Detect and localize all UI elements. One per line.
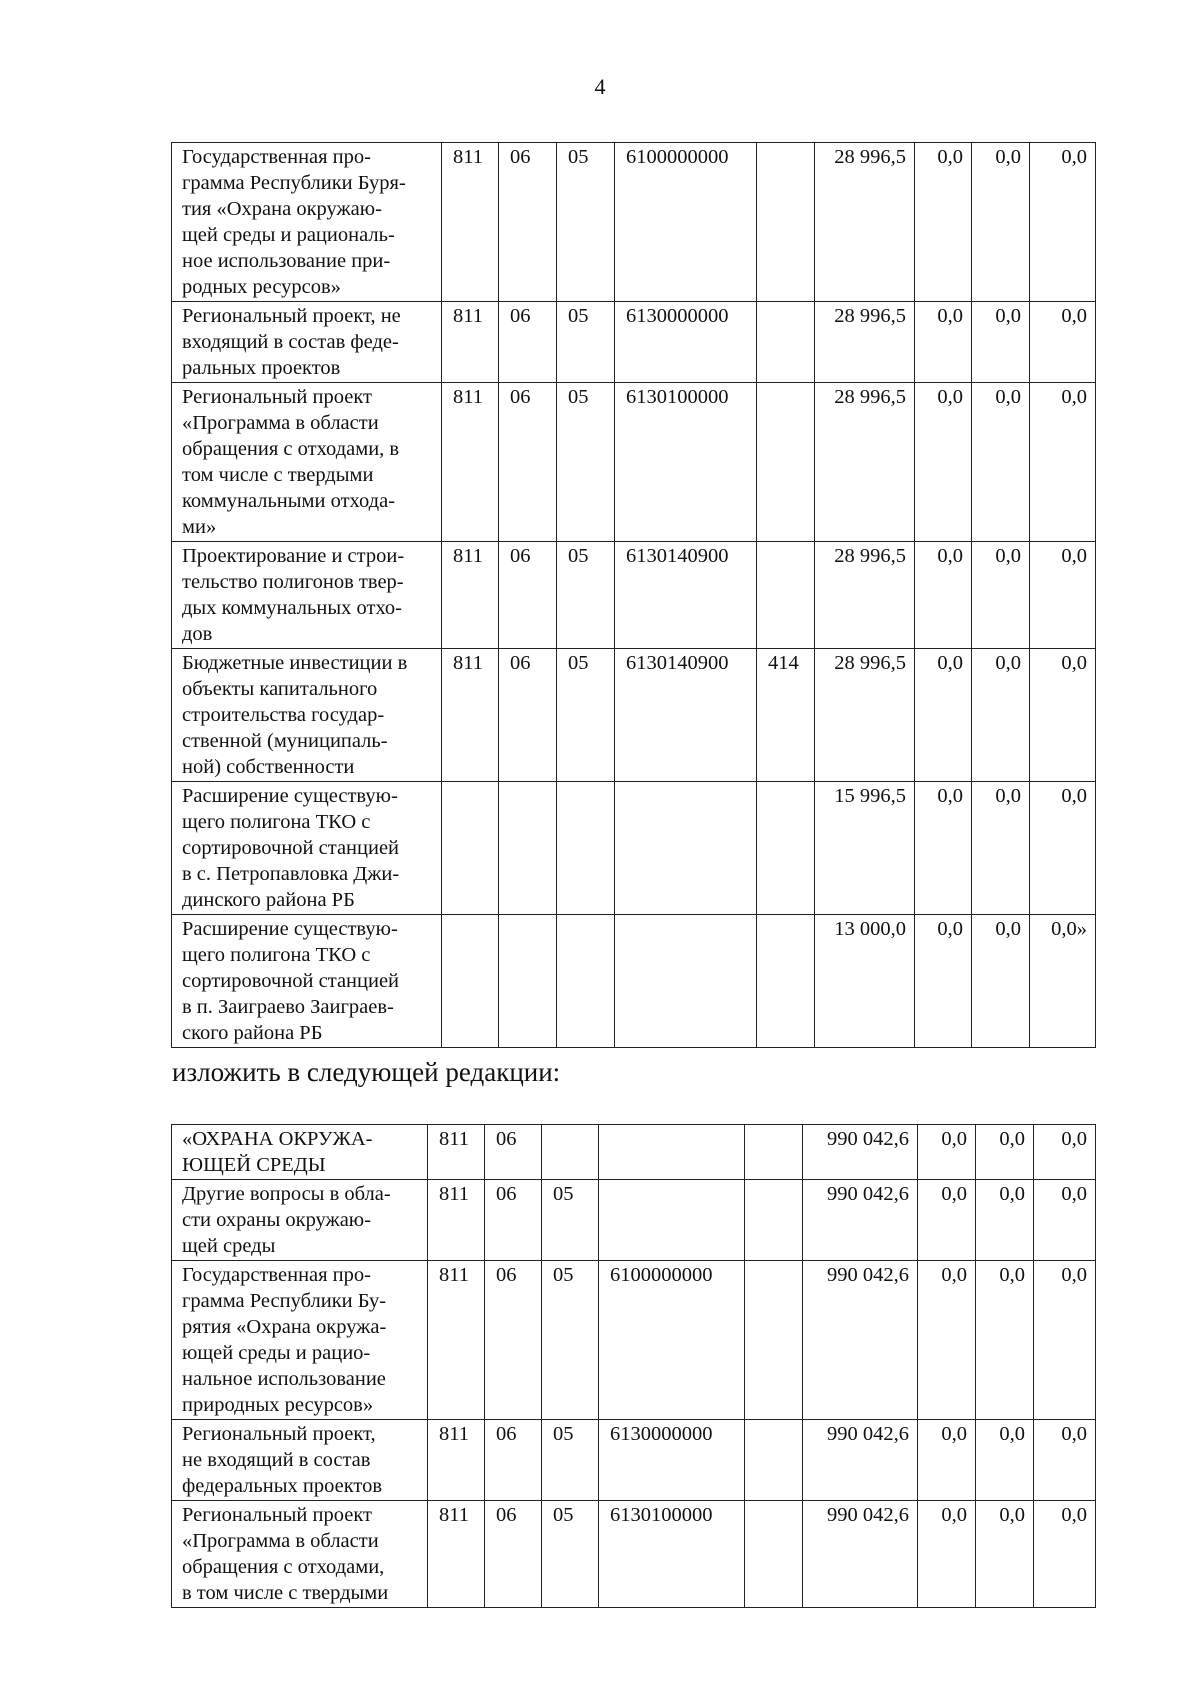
amount-year2-cell: 0,0 <box>915 143 972 302</box>
amount-year3-cell: 0,0 <box>976 1125 1034 1180</box>
table-row <box>172 143 1096 302</box>
section-cell: 06 <box>485 1261 542 1420</box>
row-name-cell: Региональный проект, не входящий в состав феде- ральных проектов <box>172 302 442 383</box>
amount-cell: 28 996,5 <box>815 302 915 383</box>
subsection-cell: 05 <box>557 302 615 383</box>
amount-year4-cell: 0,0 <box>1034 1420 1096 1501</box>
subsection-cell: 05 <box>557 383 615 542</box>
expense-type-cell <box>745 1180 803 1261</box>
amount-year4-cell: 0,0 <box>1030 143 1096 302</box>
admin-code-cell: 811 <box>428 1501 485 1608</box>
expense-type-cell <box>745 1261 803 1420</box>
target-article-cell: 6100000000 <box>615 143 757 302</box>
amount-year3-cell: 0,0 <box>972 782 1030 915</box>
section-cell: 06 <box>485 1125 542 1180</box>
amount-year3-cell: 0,0 <box>972 649 1030 782</box>
target-article-cell: 6130100000 <box>615 383 757 542</box>
row-name-cell: Государственная про- грамма Республики Бу- рятия «Охрана окружа- ющей среды и рацио- нальное использование природных ресурсов» <box>172 1261 428 1420</box>
expense-type-cell <box>745 1501 803 1608</box>
section-cell: 06 <box>499 542 557 649</box>
amount-cell: 28 996,5 <box>815 143 915 302</box>
amount-year3-cell: 0,0 <box>976 1261 1034 1420</box>
admin-code-cell: 811 <box>428 1420 485 1501</box>
subsection-cell: 05 <box>557 649 615 782</box>
target-article-cell: 6130000000 <box>599 1420 745 1501</box>
row-name-cell: Расширение существую- щего полигона ТКО с сортировочной станцией в с. Петропавловка Джи- динского района РБ <box>172 782 442 915</box>
admin-code-cell: 811 <box>428 1125 485 1180</box>
amount-year4-cell: 0,0 <box>1034 1261 1096 1420</box>
table-row <box>172 782 1096 915</box>
target-article-cell <box>599 1125 745 1180</box>
expense-type-cell <box>745 1125 803 1180</box>
row-name-cell: «ОХРАНА ОКРУЖА- ЮЩЕЙ СРЕДЫ <box>172 1125 428 1180</box>
expense-type-cell <box>757 302 815 383</box>
amount-cell: 990 042,6 <box>803 1180 918 1261</box>
expense-type-cell: 414 <box>757 649 815 782</box>
section-cell: 06 <box>499 302 557 383</box>
subsection-cell <box>542 1125 599 1180</box>
amount-cell: 990 042,6 <box>803 1420 918 1501</box>
row-name-cell: Региональный проект «Программа в области обращения с отходами, в том числе с твердыми <box>172 1501 428 1608</box>
section-cell: 06 <box>499 383 557 542</box>
section-cell: 06 <box>499 143 557 302</box>
row-name-cell: Проектирование и строи- тельство полигонов твер- дых коммунальных отхо- дов <box>172 542 442 649</box>
table-row <box>172 1180 1096 1261</box>
amount-year2-cell: 0,0 <box>915 542 972 649</box>
amount-cell: 990 042,6 <box>803 1261 918 1420</box>
admin-code-cell: 811 <box>442 302 499 383</box>
target-article-cell <box>615 782 757 915</box>
amount-year4-cell: 0,0 <box>1030 542 1096 649</box>
subsection-cell <box>557 782 615 915</box>
expense-type-cell <box>757 915 815 1048</box>
admin-code-cell: 811 <box>428 1261 485 1420</box>
amount-year2-cell: 0,0 <box>918 1180 976 1261</box>
table-row <box>172 915 1096 1048</box>
subsection-cell: 05 <box>542 1420 599 1501</box>
amount-cell: 13 000,0 <box>815 915 915 1048</box>
admin-code-cell: 811 <box>442 649 499 782</box>
amount-year4-cell: 0,0» <box>1030 915 1096 1048</box>
budget-table-before <box>171 142 1096 1048</box>
expense-type-cell <box>745 1420 803 1501</box>
page-number: 4 <box>594 74 606 99</box>
section-cell: 06 <box>499 649 557 782</box>
amount-year3-cell: 0,0 <box>972 915 1030 1048</box>
table-row <box>172 1420 1096 1501</box>
table-row <box>172 1261 1096 1420</box>
section-cell: 06 <box>485 1501 542 1608</box>
amount-year3-cell: 0,0 <box>976 1180 1034 1261</box>
subsection-cell <box>557 915 615 1048</box>
budget-table-after-body <box>172 1125 1096 1608</box>
amount-cell: 28 996,5 <box>815 649 915 782</box>
table-row <box>172 649 1096 782</box>
section-cell: 06 <box>485 1420 542 1501</box>
amount-year4-cell: 0,0 <box>1030 782 1096 915</box>
amount-year3-cell: 0,0 <box>972 383 1030 542</box>
budget-table-before-body <box>172 143 1096 1048</box>
target-article-cell: 6100000000 <box>599 1261 745 1420</box>
target-article-cell <box>615 915 757 1048</box>
expense-type-cell <box>757 143 815 302</box>
amount-year3-cell: 0,0 <box>972 143 1030 302</box>
amount-year2-cell: 0,0 <box>915 915 972 1048</box>
row-name-cell: Расширение существую- щего полигона ТКО с сортировочной станцией в п. Заиграево Заиграев- ского района РБ <box>172 915 442 1048</box>
amount-year4-cell: 0,0 <box>1034 1125 1096 1180</box>
expense-type-cell <box>757 383 815 542</box>
amount-year2-cell: 0,0 <box>915 782 972 915</box>
amount-cell: 15 996,5 <box>815 782 915 915</box>
expense-type-cell <box>757 782 815 915</box>
amount-year2-cell: 0,0 <box>918 1501 976 1608</box>
amount-year4-cell: 0,0 <box>1030 649 1096 782</box>
subsection-cell: 05 <box>557 542 615 649</box>
edit-instruction: изложить в следующей редакции: <box>172 1057 561 1087</box>
amount-year4-cell: 0,0 <box>1034 1180 1096 1261</box>
section-cell <box>499 915 557 1048</box>
amount-year3-cell: 0,0 <box>972 302 1030 383</box>
table-row <box>172 542 1096 649</box>
amount-year2-cell: 0,0 <box>918 1125 976 1180</box>
amount-year4-cell: 0,0 <box>1034 1501 1096 1608</box>
row-name-cell: Бюджетные инвестиции в объекты капитального строительства государ- ственной (муниципаль- ной) собственности <box>172 649 442 782</box>
table-row <box>172 302 1096 383</box>
amount-year2-cell: 0,0 <box>915 383 972 542</box>
table-row <box>172 1501 1096 1608</box>
amount-year2-cell: 0,0 <box>915 649 972 782</box>
amount-cell: 990 042,6 <box>803 1501 918 1608</box>
section-cell: 06 <box>485 1180 542 1261</box>
amount-year3-cell: 0,0 <box>972 542 1030 649</box>
amount-year2-cell: 0,0 <box>918 1420 976 1501</box>
amount-year4-cell: 0,0 <box>1030 383 1096 542</box>
amount-cell: 28 996,5 <box>815 383 915 542</box>
amount-year3-cell: 0,0 <box>976 1501 1034 1608</box>
subsection-cell: 05 <box>557 143 615 302</box>
amount-year2-cell: 0,0 <box>915 302 972 383</box>
row-name-cell: Государственная про- грамма Республики Буря- тия «Охрана окружаю- щей среды и рациональ- ное использование при- родных ресурсов» <box>172 143 442 302</box>
target-article-cell: 6130100000 <box>599 1501 745 1608</box>
admin-code-cell <box>442 782 499 915</box>
target-article-cell: 6130140900 <box>615 542 757 649</box>
target-article-cell <box>599 1180 745 1261</box>
table-row <box>172 383 1096 542</box>
amount-cell: 28 996,5 <box>815 542 915 649</box>
row-name-cell: Региональный проект «Программа в области обращения с отходами, в том числе с твердыми коммунальными отхода- ми» <box>172 383 442 542</box>
admin-code-cell <box>442 915 499 1048</box>
budget-table-after <box>171 1124 1096 1608</box>
section-cell <box>499 782 557 915</box>
expense-type-cell <box>757 542 815 649</box>
amount-cell: 990 042,6 <box>803 1125 918 1180</box>
admin-code-cell: 811 <box>428 1180 485 1261</box>
admin-code-cell: 811 <box>442 383 499 542</box>
subsection-cell: 05 <box>542 1261 599 1420</box>
amount-year2-cell: 0,0 <box>918 1261 976 1420</box>
amount-year4-cell: 0,0 <box>1030 302 1096 383</box>
amount-year3-cell: 0,0 <box>976 1420 1034 1501</box>
subsection-cell: 05 <box>542 1180 599 1261</box>
target-article-cell: 6130140900 <box>615 649 757 782</box>
admin-code-cell: 811 <box>442 542 499 649</box>
admin-code-cell: 811 <box>442 143 499 302</box>
row-name-cell: Региональный проект, не входящий в состав федеральных проектов <box>172 1420 428 1501</box>
subsection-cell: 05 <box>542 1501 599 1608</box>
target-article-cell: 6130000000 <box>615 302 757 383</box>
row-name-cell: Другие вопросы в обла- сти охраны окружаю- щей среды <box>172 1180 428 1261</box>
table-row <box>172 1125 1096 1180</box>
